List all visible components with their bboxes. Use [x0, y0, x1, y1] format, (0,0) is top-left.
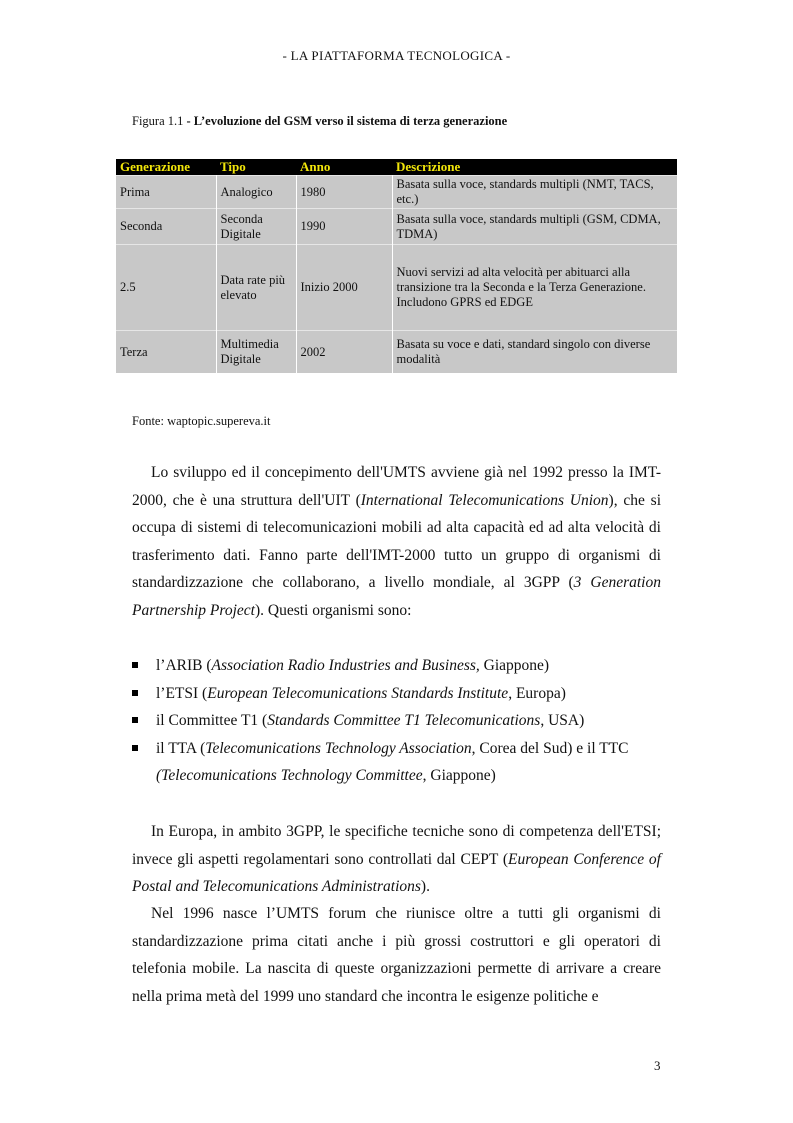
text-run: ). Questi organismi sono:: [254, 601, 412, 619]
text-run: Nel 1996 nasce l’UMTS forum che riunisce oltre a tutti gli organismi di standardizzazione prima citati anche i più grossi costruttori e gli operatori di telefonia mobile. La nascita di queste organizzazioni permette di arrivare a creare nella prima metà del 1999 uno standard che incontra le esigenze politiche e: [132, 905, 661, 1005]
figure-caption: [132, 114, 507, 129]
table-cell: Inizio 2000: [296, 245, 392, 331]
paragraph-umts-origin: [132, 459, 661, 625]
list-item: [132, 707, 672, 735]
running-header: - LA PIATTAFORMA TECNOLOGICA -: [282, 48, 511, 63]
table-cell: Nuovi servizi ad alta velocità per abituarci alla transizione tra la Seconda e la Terza Generazione. Includono GPRS ed EDGE: [392, 245, 677, 331]
text-run: Giappone): [479, 657, 550, 674]
italic-run: Telecomunications Technology Association: [205, 739, 472, 757]
paragraph-europe: [132, 818, 661, 901]
italic-run: (Telecomunications Technology Committee: [156, 767, 423, 785]
text-run: il Committee T1 (: [156, 712, 268, 730]
column-header: Generazione: [116, 159, 216, 176]
italic-run: Standards Committee T1 Telecomunications: [267, 712, 541, 730]
figure-source: Fonte: waptopic.supereva.it: [132, 414, 271, 428]
table-cell: 1980: [296, 176, 392, 209]
square-bullet-icon: [132, 690, 138, 696]
table-cell: Multimedia Digitale: [216, 331, 296, 374]
table-cell: 2.5: [116, 245, 216, 331]
italic-run: European Telecomunications Standards Institute: [207, 684, 509, 702]
text-run: Lo sviluppo ed il concepimento dell'UMTS avviene già nel 1992 presso la IMT-2000, che è una struttura dell'UIT (: [132, 464, 661, 509]
table-cell: Analogico: [216, 176, 296, 209]
text-run: , Giappone): [422, 767, 496, 785]
table-cell: Basata su voce e dati, standard singolo con diverse modalità: [392, 331, 677, 374]
table-row: [116, 245, 677, 331]
text-run: ).: [420, 878, 430, 896]
gsm-evolution-table: [116, 159, 677, 373]
text-run: ), che si occupa di sistemi di telecomunicazioni mobili ad alta capacità ed ad alta velocità di trasferimento dati. Fanno parte dell'IMT-2000 tutto un gruppo di organismi di standardizzazione che collaborano, a livello mondiale, al 3GPP (: [132, 491, 661, 592]
text-run: In Europa, in ambito 3GPP, le specifiche tecniche sono di competenza dell'ETSI; invece gli aspetti regolamentari sono controllati dal CEPT (: [132, 823, 661, 868]
table-cell: 2002: [296, 331, 392, 374]
page-number: 3: [654, 1058, 661, 1073]
square-bullet-icon: [132, 662, 138, 668]
table-row: [116, 331, 677, 374]
table-cell: Terza: [116, 331, 216, 374]
text-run: , Europa): [508, 684, 566, 702]
column-header: Tipo: [216, 159, 296, 176]
italic-run: International Telecomunications Union: [360, 491, 609, 509]
table-row: [116, 176, 677, 209]
list-item: [132, 735, 672, 790]
table-cell: 1990: [296, 209, 392, 245]
table-cell: Seconda Digitale: [216, 209, 296, 245]
italic-run: European Conference of Postal and Telecomunications Administrations: [132, 850, 661, 896]
table-cell: Prima: [116, 176, 216, 209]
column-header: Descrizione: [392, 159, 677, 176]
italic-run: Association Radio Industries and Business,: [211, 657, 480, 674]
square-bullet-icon: [132, 745, 138, 751]
column-header: Anno: [296, 159, 392, 176]
text-run: , Corea del Sud) e il TTC: [471, 739, 629, 757]
table-row: [116, 209, 677, 245]
text-run: il TTA (: [156, 739, 206, 757]
table-cell: Basata sulla voce, standards multipli (GSM, CDMA, TDMA): [392, 209, 677, 245]
table-cell: Seconda: [116, 209, 216, 245]
table-cell: Basata sulla voce, standards multipli (NMT, TACS, etc.): [392, 176, 677, 209]
square-bullet-icon: [132, 717, 138, 723]
text-run: l’ETSI (: [156, 684, 208, 702]
table-cell: Data rate più elevato: [216, 245, 296, 331]
text-run: , USA): [540, 712, 585, 730]
figure-label: Figura 1.1: [132, 114, 184, 128]
text-run: l’ARIB (: [156, 657, 212, 674]
figure-title: - L’evoluzione del GSM verso il sistema di terza generazione: [186, 114, 508, 128]
list-item: [132, 680, 672, 708]
paragraph-umts-forum: [132, 900, 661, 1010]
table-header-row: [116, 159, 677, 176]
italic-run: 3 Generation Partnership Project: [132, 574, 661, 619]
list-item: [132, 652, 672, 680]
organisms-list: [132, 652, 672, 790]
